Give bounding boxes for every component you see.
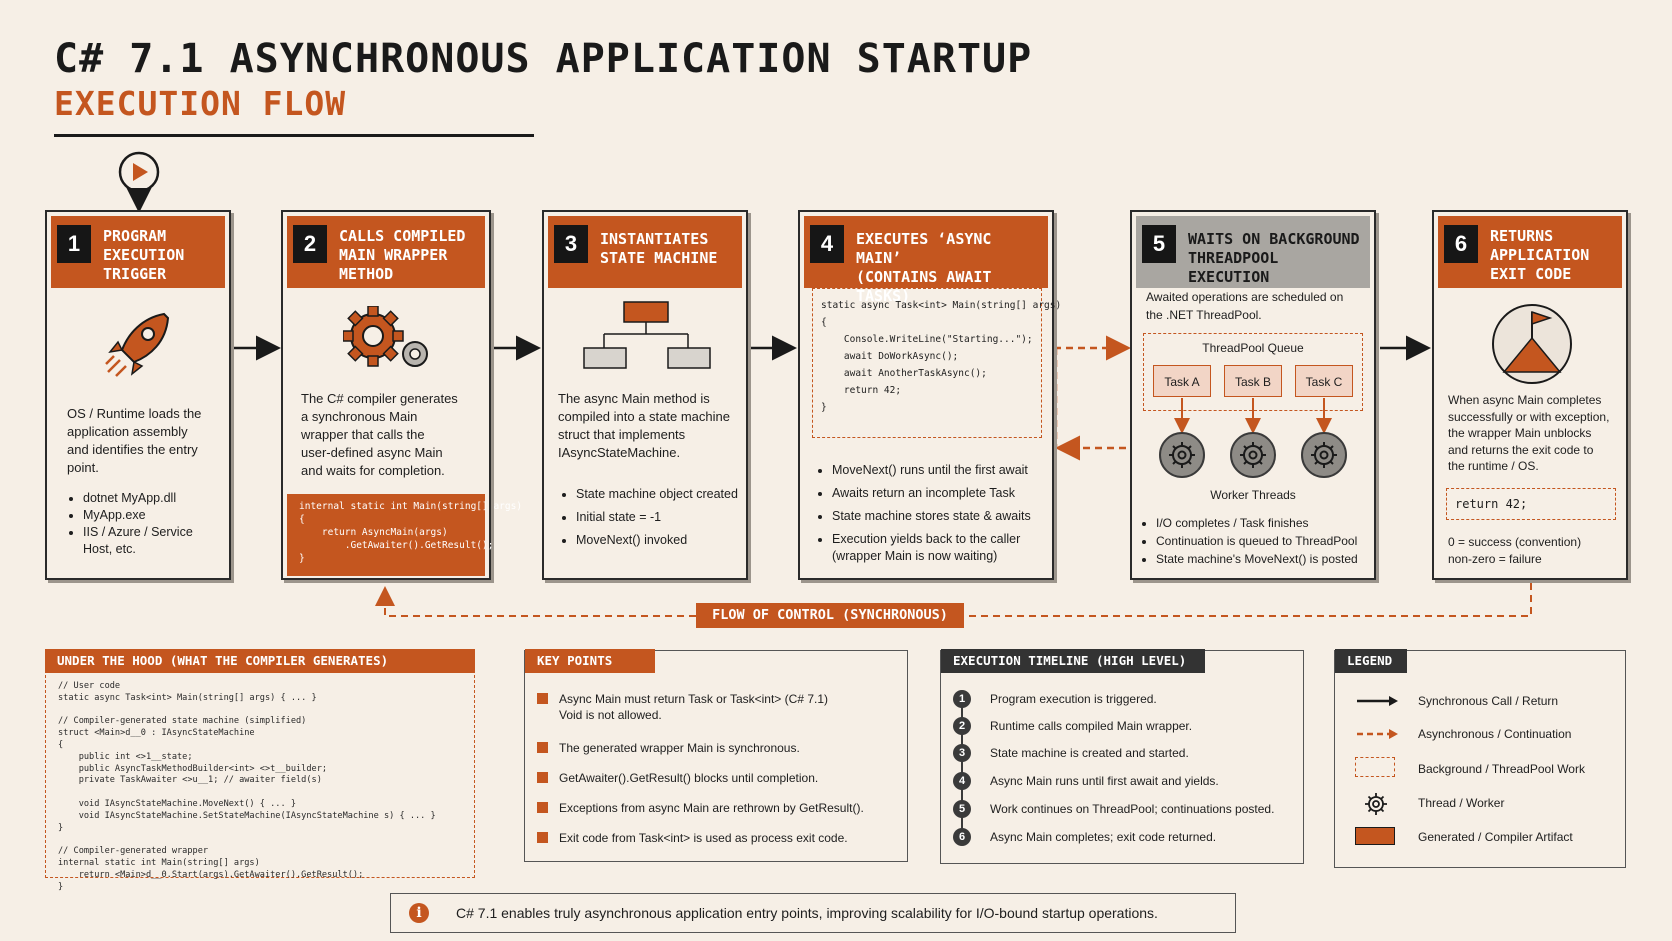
list-item: • Continuation is queued to ThreadPool (1156, 534, 1392, 549)
step-6-description: When async Main completes successfully or with exception, the wrapper Main unblocks and returns the exit code to the runtime / OS. (1448, 393, 1610, 473)
legend-item: Thread / Worker (1355, 791, 1615, 815)
list-item: • Execution yields back to the caller (wrapper Main is now waiting) (832, 531, 1068, 565)
step-3-number: 3 (554, 225, 588, 263)
key-points-title: KEY POINTS (525, 649, 655, 673)
step-4-bullets (814, 462, 1068, 571)
step-3-bullets (558, 486, 762, 555)
list-item: • State machine stores state & awaits (832, 508, 1068, 525)
step-6-card (1432, 210, 1628, 580)
step-1-card (45, 210, 231, 580)
footer-note (390, 893, 1236, 933)
list-item: • State machine object created (576, 486, 762, 503)
step-4-card (798, 210, 1062, 580)
step-5-number: 5 (1142, 225, 1176, 263)
step-5-bullets (1138, 516, 1392, 570)
step-2-number: 2 (293, 225, 327, 263)
legend-item: Asynchronous / Continuation (1355, 722, 1615, 746)
legend-panel (1334, 650, 1626, 868)
step-2-description: The C# compiler generates a synchronous Main wrapper that calls the user-defined async Main and waits for completion. (301, 391, 458, 478)
footer-text: C# 7.1 enables truly asynchronous application entry points, improving scalability for I/O-bound startup operations. (456, 905, 1158, 921)
legend-title: LEGEND (1335, 649, 1407, 673)
step-1-description: OS / Runtime loads the application assembly and identifies the entry point. (67, 406, 202, 475)
list-item: • MoveNext() runs until the first await (832, 462, 1068, 479)
step-4-heading: EXECUTES ‘ASYNC MAIN’ (CONTAINS AWAIT TASKS) (856, 230, 992, 305)
list-item: • MoveNext() invoked (576, 532, 762, 549)
legend-item: Background / ThreadPool Work (1355, 757, 1615, 781)
step-6-heading: RETURNS APPLICATION EXIT CODE (1490, 227, 1590, 283)
worker-thread-gear-icon (1230, 432, 1276, 478)
step-5-heading: WAITS ON BACKGROUND THREADPOOL EXECUTION (1188, 230, 1360, 286)
step-6-code: return 42; (1446, 488, 1616, 520)
worker-threads-label: Worker Threads (1210, 488, 1296, 502)
dashed-arrow-icon (1355, 727, 1399, 741)
gear-icon (1363, 791, 1389, 817)
worker-thread-gear-icon (1159, 432, 1205, 478)
step-5-header (1136, 216, 1370, 288)
step-1-header (51, 216, 225, 288)
task-box: Task C (1295, 365, 1353, 397)
step-1-heading: PROGRAM EXECUTION TRIGGER (103, 227, 185, 283)
list-item: • Initial state = -1 (576, 509, 762, 526)
step-6-header (1438, 216, 1622, 288)
step-2-heading: CALLS COMPILED MAIN WRAPPER METHOD (339, 227, 466, 283)
timeline-title: EXECUTION TIMELINE (HIGH LEVEL) (941, 649, 1205, 673)
hierarchy-icon (582, 298, 712, 378)
step-4-number: 4 (810, 225, 844, 263)
gears-icon (343, 306, 439, 378)
execution-timeline-panel: EXECUTION TIMELINE (HIGH LEVEL) 1 Program execution is triggered. 2 Runtime calls compiled Main wrapper. 3 State machine is created and started. 4 Async Main runs until first await and yields. 5 Work continues on ThreadPool; continuations posted. 6 Async Main completes; exit code returned. (940, 650, 1304, 864)
threadpool-queue-label: ThreadPool Queue (1202, 341, 1304, 355)
step-6-note: 0 = success (convention) non-zero = failure (1448, 535, 1582, 566)
list-item: • I/O completes / Task finishes (1156, 516, 1392, 531)
task-box: Task B (1224, 365, 1282, 397)
step-3-header (548, 216, 742, 288)
step-4-code: static async Task<int> Main(string[] args) { Console.WriteLine("Starting..."); await DoWorkAsync(); await AnotherTaskAsync(); return 42; } (812, 288, 1042, 438)
under-the-hood-title: UNDER THE HOOD (WHAT THE COMPILER GENERATES) (45, 649, 475, 673)
legend-item: Generated / Compiler Artifact (1355, 825, 1615, 849)
worker-thread-gear-icon (1301, 432, 1347, 478)
task-box: Task A (1153, 365, 1211, 397)
under-the-hood-panel (45, 650, 475, 892)
step-1-bullets (65, 490, 233, 564)
page-title: C# 7.1 ASYNCHRONOUS APPLICATION STARTUP (54, 36, 1033, 82)
step-2-header (287, 216, 485, 288)
list-item: • dotnet MyApp.dll (83, 490, 233, 507)
step-5-description: Awaited operations are scheduled on the .NET ThreadPool. (1146, 290, 1344, 322)
list-item: • MyApp.exe (83, 507, 233, 524)
list-item: • Awaits return an incomplete Task (832, 485, 1068, 502)
legend-item: Synchronous Call / Return (1355, 689, 1615, 713)
key-points-panel: KEY POINTS Async Main must return Task or Task<int> (C# 7.1) Void is not allowed. The generated wrapper Main is synchronous. GetAwaiter().GetResult() blocks until completion. Exceptions from async Main are rethrown by GetResult(). Exit code from Task<int> is used as process exit code. (524, 650, 908, 862)
step-3-description: The async Main method is compiled into a state machine struct that implements IAsyncStateMachine. (558, 391, 730, 460)
flow-of-control-label: FLOW OF CONTROL (SYNCHRONOUS) (696, 603, 964, 628)
dashed-box-icon (1355, 757, 1395, 777)
step-6-number: 6 (1444, 225, 1478, 263)
list-item: • IIS / Azure / Service Host, etc. (83, 524, 233, 558)
page-subtitle: EXECUTION FLOW (54, 84, 347, 123)
step-1-number: 1 (57, 225, 91, 263)
under-the-hood-code: // User code static async Task<int> Main(string[] args) { ... } // Compiler-generated state machine (simplified) struct <Main>d__0 : IAsyncStateMachine { public int <>1__state; public AsyncTaskMethodBuilder<int> <>t__builder; private TaskAwaiter <>u__1; // awaiter field(s) void IAsyncStateMachine.MoveNext() { ... } void IAsyncStateMachine.SetStateMachine(IAsyncStateMachine s) { ... } } // Compiler-generated wrapper internal static int Main(string[] args) return <Main>d__0.Start(args).GetAwaiter().GetResult(); } (58, 681, 436, 892)
step-2-code: internal static int Main(string[] args) { return AsyncMain(args) .GetAwaiter().GetResult(); } (287, 494, 485, 576)
step-3-card (542, 210, 748, 580)
info-icon: i (409, 903, 429, 923)
flag-icon (1490, 302, 1574, 386)
timeline-line (961, 693, 963, 843)
rocket-icon (102, 310, 182, 380)
list-item: • State machine's MoveNext() is posted (1156, 552, 1392, 567)
step-2-card (281, 210, 523, 580)
solid-arrow-icon (1355, 694, 1399, 708)
step-3-heading: INSTANTIATES STATE MACHINE (600, 230, 718, 267)
step-4-header (804, 216, 1048, 305)
filled-box-icon (1355, 827, 1395, 845)
